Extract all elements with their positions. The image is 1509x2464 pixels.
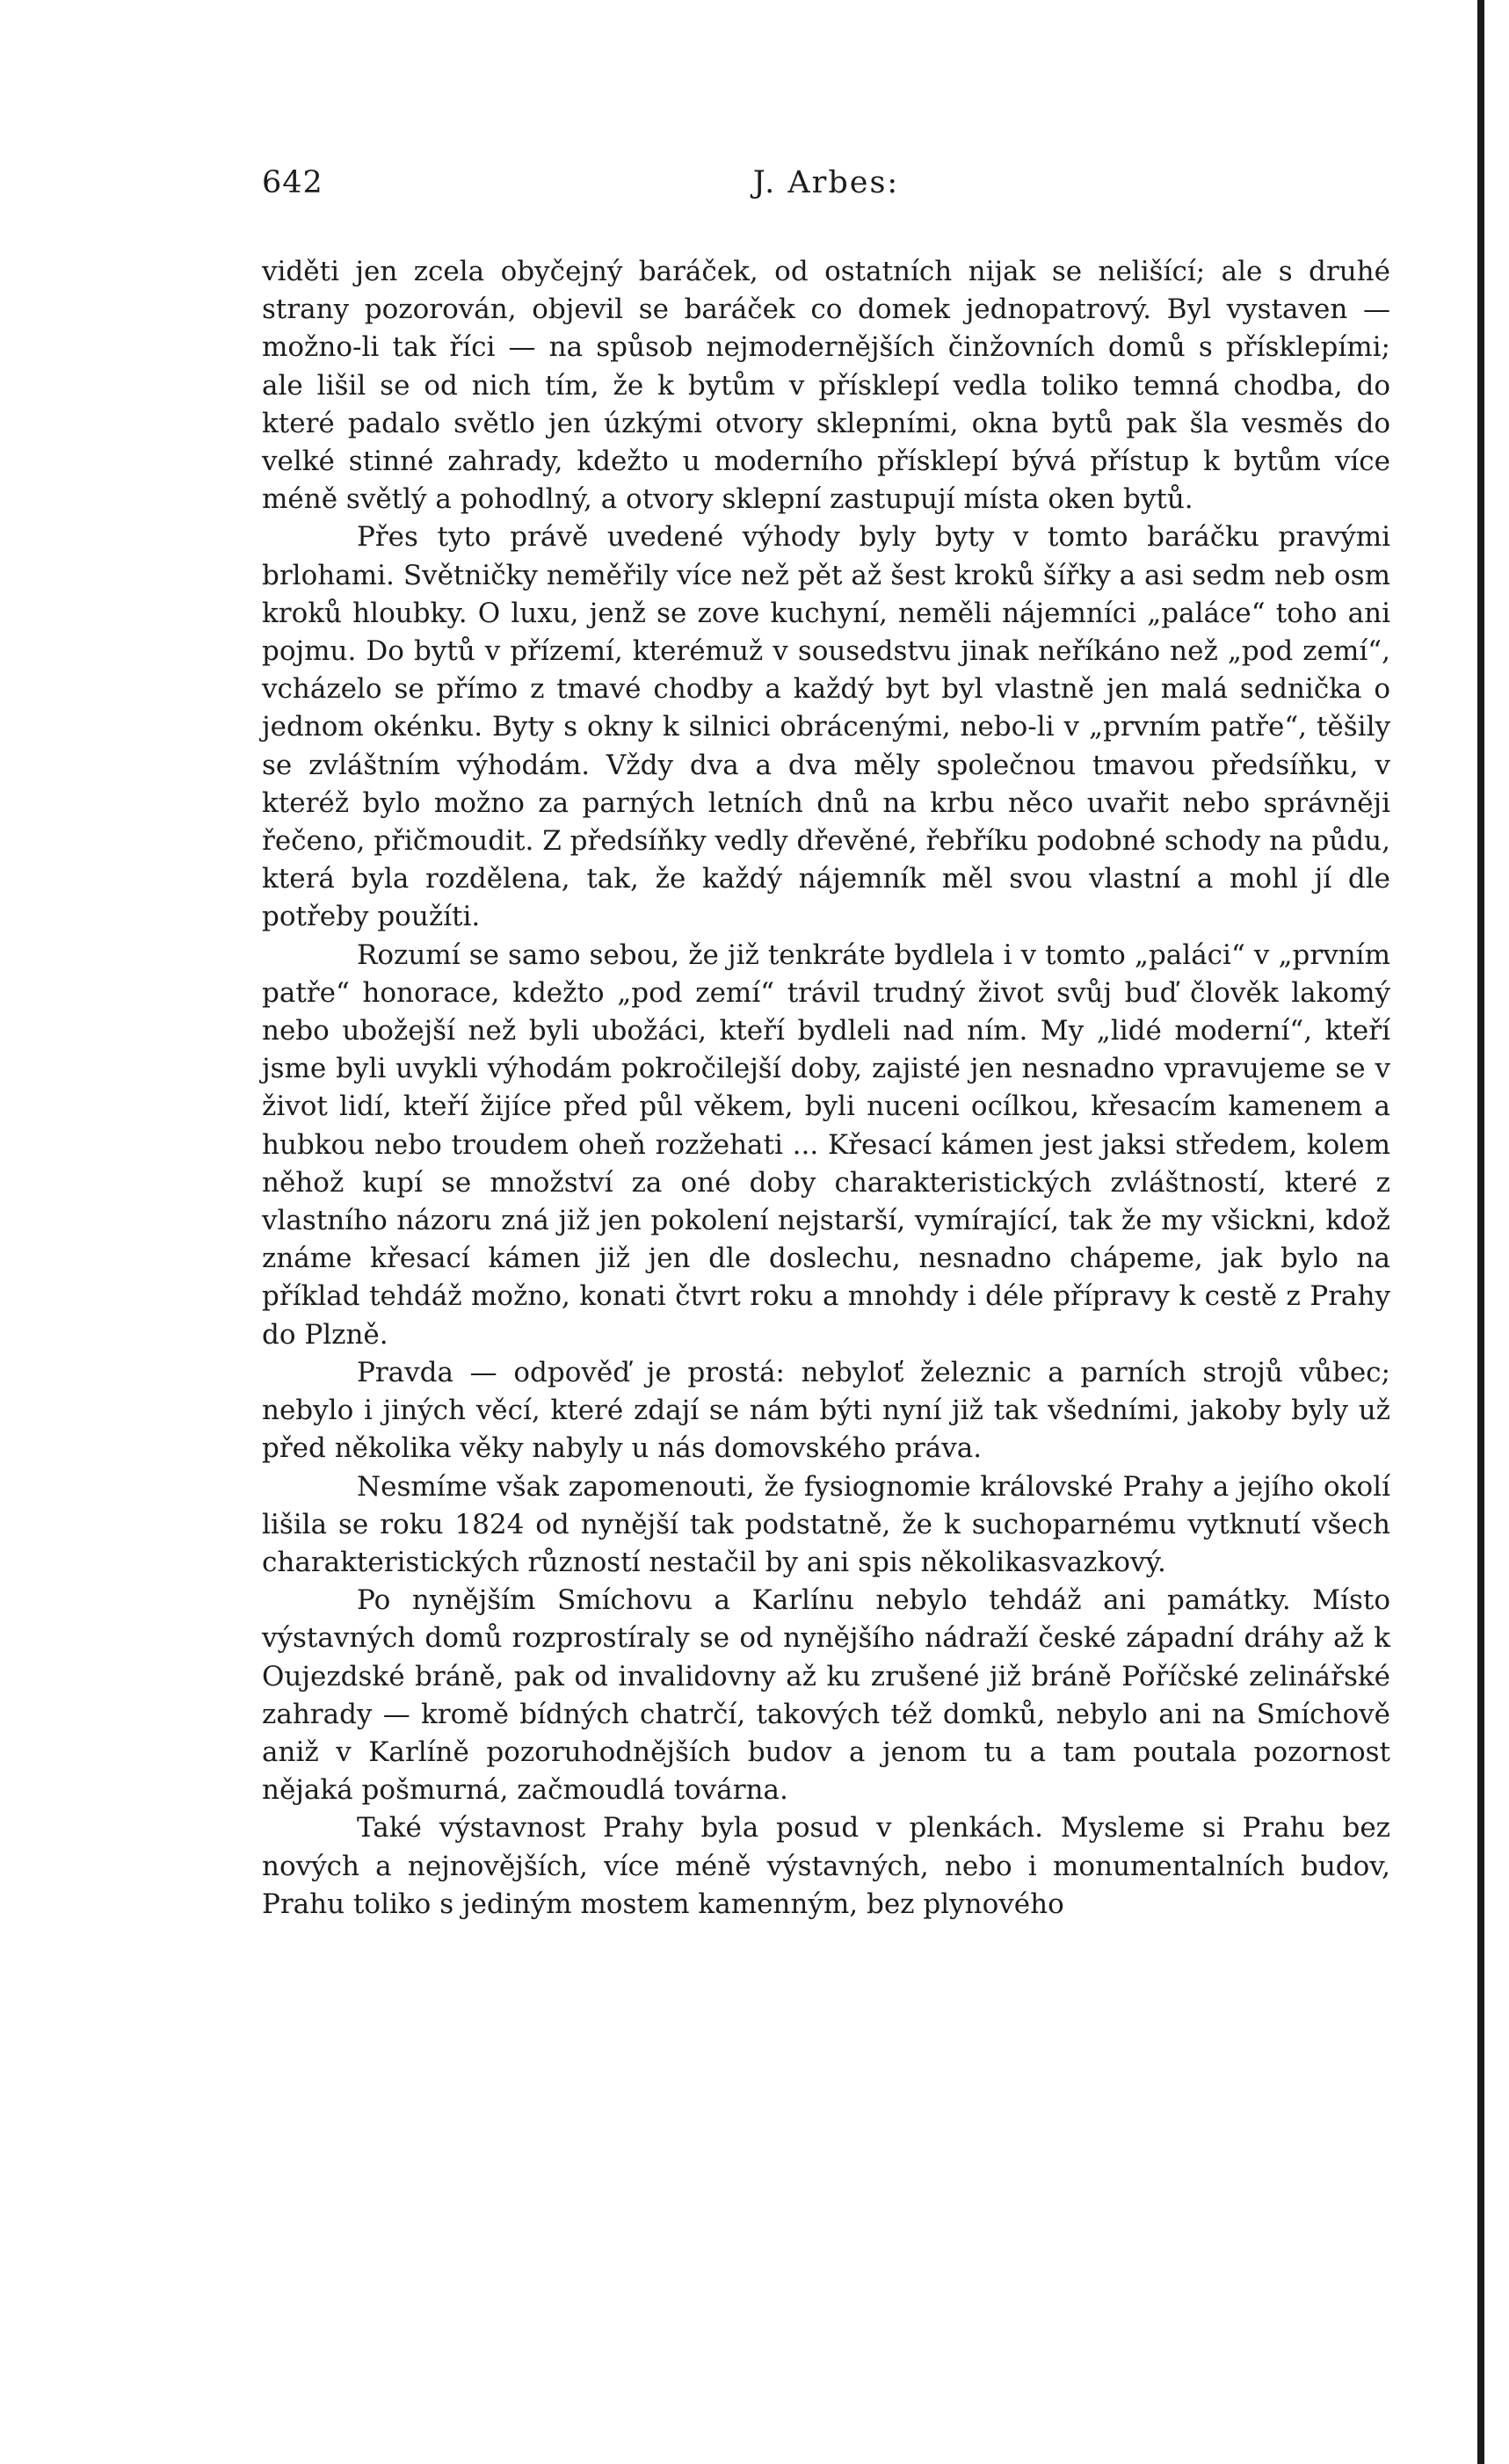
paragraph: Po nynějším Smíchovu a Karlínu nebylo tehdáž ani památky. Místo výstavných domů rozprostíraly se od nynějšího nádraží české západní dráhy až k Oujezdské bráně, pak od invalidovny až ku zrušené již bráně Poříčské zelinářské zahrady — kromě bídných chatrčí, takových též domků, nebylo ani na Smíchově aniž v Karlíně pozoruhodnějších budov a jenom tu a tam poutala pozornost nějaká pošmurná, začmoudlá továrna. [262,1584,1390,1807]
paragraph: Rozumí se samo sebou, že již tenkráte bydlela i v tomto „paláci“ v „prvním patře“ honorace, kdežto „pod zemí“ trávil trudný život svůj buď člověk lakomý nebo ubožejší než byli ubožáci, kteří bydleli nad ním. My „lidé moderní“, kteří jsme byli uvykli výhodám pokročilejší doby, zajisté jen nesnadno vpravujeme se v život lidí, kteří žijíce před půl věkem, byli nuceni ocílkou, křesacím kamenem a hubkou nebo troudem oheň rozžehati ... Křesací kámen jest jaksi středem, kolem něhož kupí se množství za oné doby charakteristických zvláštností, které z vlastního názoru zná již jen pokolení nejstarší, vymírající, tak že my všickni, kdož známe křesací kámen již jen dle doslechu, nesnadno chápeme, jak bylo na příklad tehdáž možno, konati čtvrt roku a mnohdy i déle přípravy k cestě z Prahy do Plzně. [262,938,1390,1351]
page-number: 642 [262,165,323,200]
paragraph: Přes tyto právě uvedené výhody byly byty v tomto baráčku pravými brlohami. Světničky neměřily více než pět až šest kroků šířky a asi sedm neb osm kroků hloubky. O luxu, jenž se zove kuchyní, neměli nájemníci „paláce“ toho ani pojmu. Do bytů v přízemí, kterémuž v sousedstvu jinak neříkáno než „pod zemí“, vcházelo se přímo z tmavé chodby a každý byt byl vlastně jen malá sednička o jednom okénku. Byty s okny k silnici obrácenými, nebo-li v „prvním patře“, těšily se zvláštním výhodám. Vždy dva a dva měly společnou tmavou předsíňku, v kteréž bylo možno za parných letních dnů na krbu něco uvařit nebo správněji řečeno, přičmoudit. Z předsíňky vedly dřevěné, řebříku podobné schody na půdu, která byla rozdělena, tak, že každý nájemník měl svou vlastní a mohl jí dle potřeby použíti. [262,521,1390,933]
page-edge-line [1477,0,1484,2464]
running-title: J. Arbes: [752,165,900,200]
body-text [262,253,1390,1924]
paragraph-continued: viděti jen zcela obyčejný baráček, od ostatních nijak se nelišící; ale s druhé strany pozorován, objevil se baráček co domek jednopatrový. Byl vystaven — možno-li tak říci — na spůsob nejmodernějších činžovních domů s přísklepími; ale lišil se od nich tím, že k bytům v přísklepí vedla toliko temná chodba, do které padalo světlo jen úzkými otvory sklepními, okna bytů pak šla vesměs do velké stinné zahrady, kdežto u moderního přísklepí bývá přístup k bytům více méně světlý a pohodlný, a otvory sklepní zastupují místa oken bytů. [262,256,1390,516]
page-header [262,165,1390,209]
paragraph: Také výstavnost Prahy byla posud v plenkách. Mysleme si Prahu bez nových a nejnovějších, více méně výstavných, nebo i monumentalních budov, Prahu toliko s jediným mostem kamenným, bez plynového [262,1812,1390,1920]
paragraph: Nesmíme však zapomenouti, že fysiognomie královské Prahy a jejího okolí lišila se roku 1824 od nynější tak podstatně, že k suchoparnému vytknutí všech charakteristických růzností nestačil by ani spis několikasvazkový. [262,1470,1390,1578]
paragraph: Pravda — odpověď je prostá: nebyloť železnic a parních strojů vůbec; nebylo i jiných věcí, které zdají se nám býti nyní již tak všedními, jakoby byly už před několika věky nabyly u nás domovského práva. [262,1356,1390,1465]
